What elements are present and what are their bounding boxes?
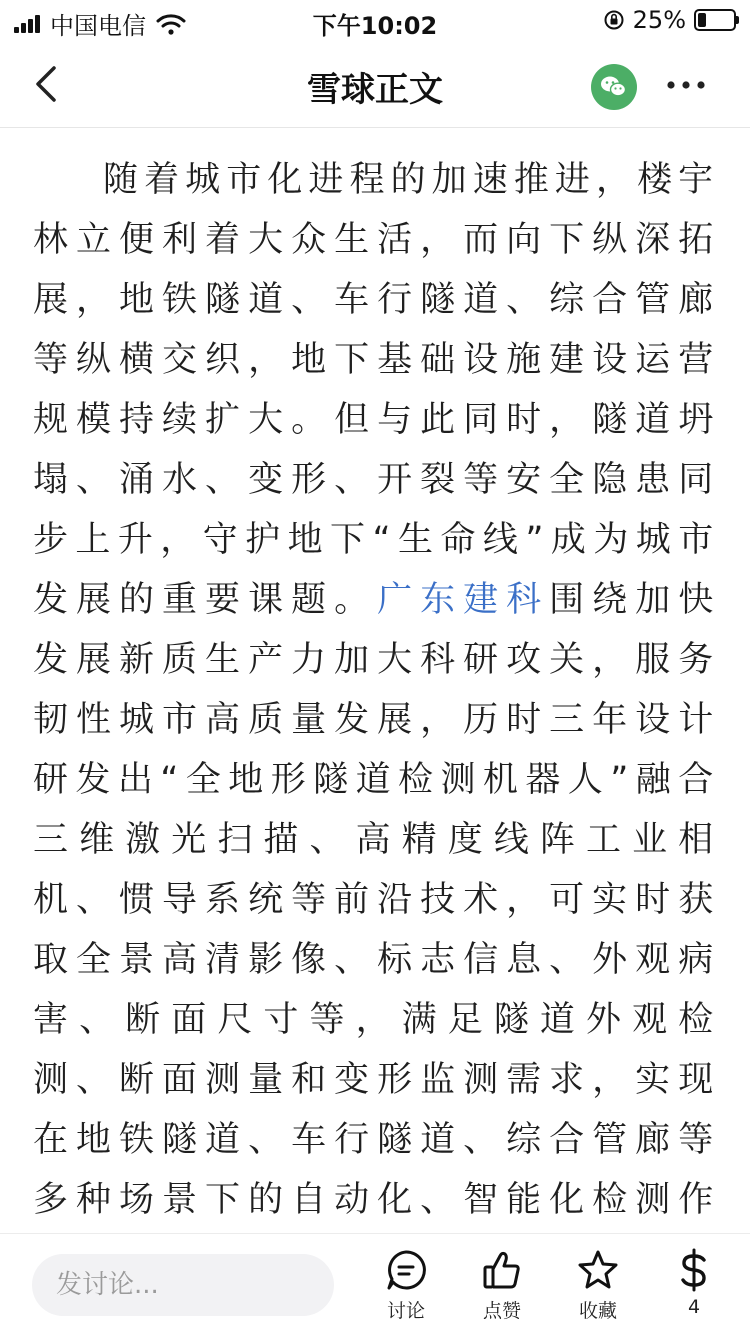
company-link[interactable]: 广东建科 [377, 580, 550, 620]
status-time: 下午10:02 [312, 12, 438, 40]
orientation-lock-icon [603, 9, 625, 31]
nav-bar [0, 40, 750, 128]
battery-percent: 25% [632, 6, 686, 34]
discuss-icon [384, 1248, 428, 1292]
favorite-label: 收藏 [578, 1300, 617, 1322]
like-button[interactable] [462, 1248, 542, 1323]
thumbs-up-icon [480, 1248, 524, 1292]
favorite-button[interactable] [558, 1248, 638, 1323]
reward-count: 4 [687, 1296, 701, 1318]
battery-icon [694, 9, 736, 31]
article-paragraph [33, 150, 719, 1232]
reward-button[interactable] [654, 1248, 734, 1318]
carrier-name: 中国电信 [50, 12, 146, 40]
status-right [603, 6, 736, 34]
discuss-button[interactable] [366, 1248, 446, 1323]
dollar-icon [672, 1248, 716, 1292]
battery-level [698, 13, 706, 27]
article-text-after-link: 围绕加快发展新质生产力加大科研攻关，服务韧性城市高质量发展，历时三年设计研发出“全地形隧道检测机器人”融合三维激光扫描、高精度线阵工业相机、惯导系统等前沿技术，可实时获取全景高清影像、标志信息、外观病害、断面尺寸等，满足隧道外观检测、断面测量和变形监测需求，实现在地铁隧道、车行隧道、综合管廊等多种场景下的自动化、智能化检测作 [33, 580, 719, 1220]
wechat-icon [591, 64, 637, 110]
status-bar [0, 0, 750, 40]
article-text-before-link: 随着城市化进程的加速推进，楼宇林立便利着大众生活，而向下纵深拓展，地铁隧道、车行隧道、综合管廊等纵横交织，地下基础设施建设运营规模持续扩大。但与此同时，隧道坍塌、涌水、变形、开裂等安全隐患同步上升，守护地下“生命线”成为城市发展的重要课题。 [33, 160, 719, 620]
discuss-label: 讨论 [386, 1300, 425, 1322]
bottom-bar [0, 1233, 750, 1335]
star-icon [576, 1248, 620, 1292]
more-options-button[interactable] [664, 70, 708, 100]
like-label: 点赞 [482, 1300, 521, 1322]
article-body [33, 150, 719, 1232]
comment-input[interactable] [32, 1254, 334, 1316]
wechat-share-button[interactable] [591, 64, 637, 110]
page-title: 雪球正文 [307, 70, 443, 110]
